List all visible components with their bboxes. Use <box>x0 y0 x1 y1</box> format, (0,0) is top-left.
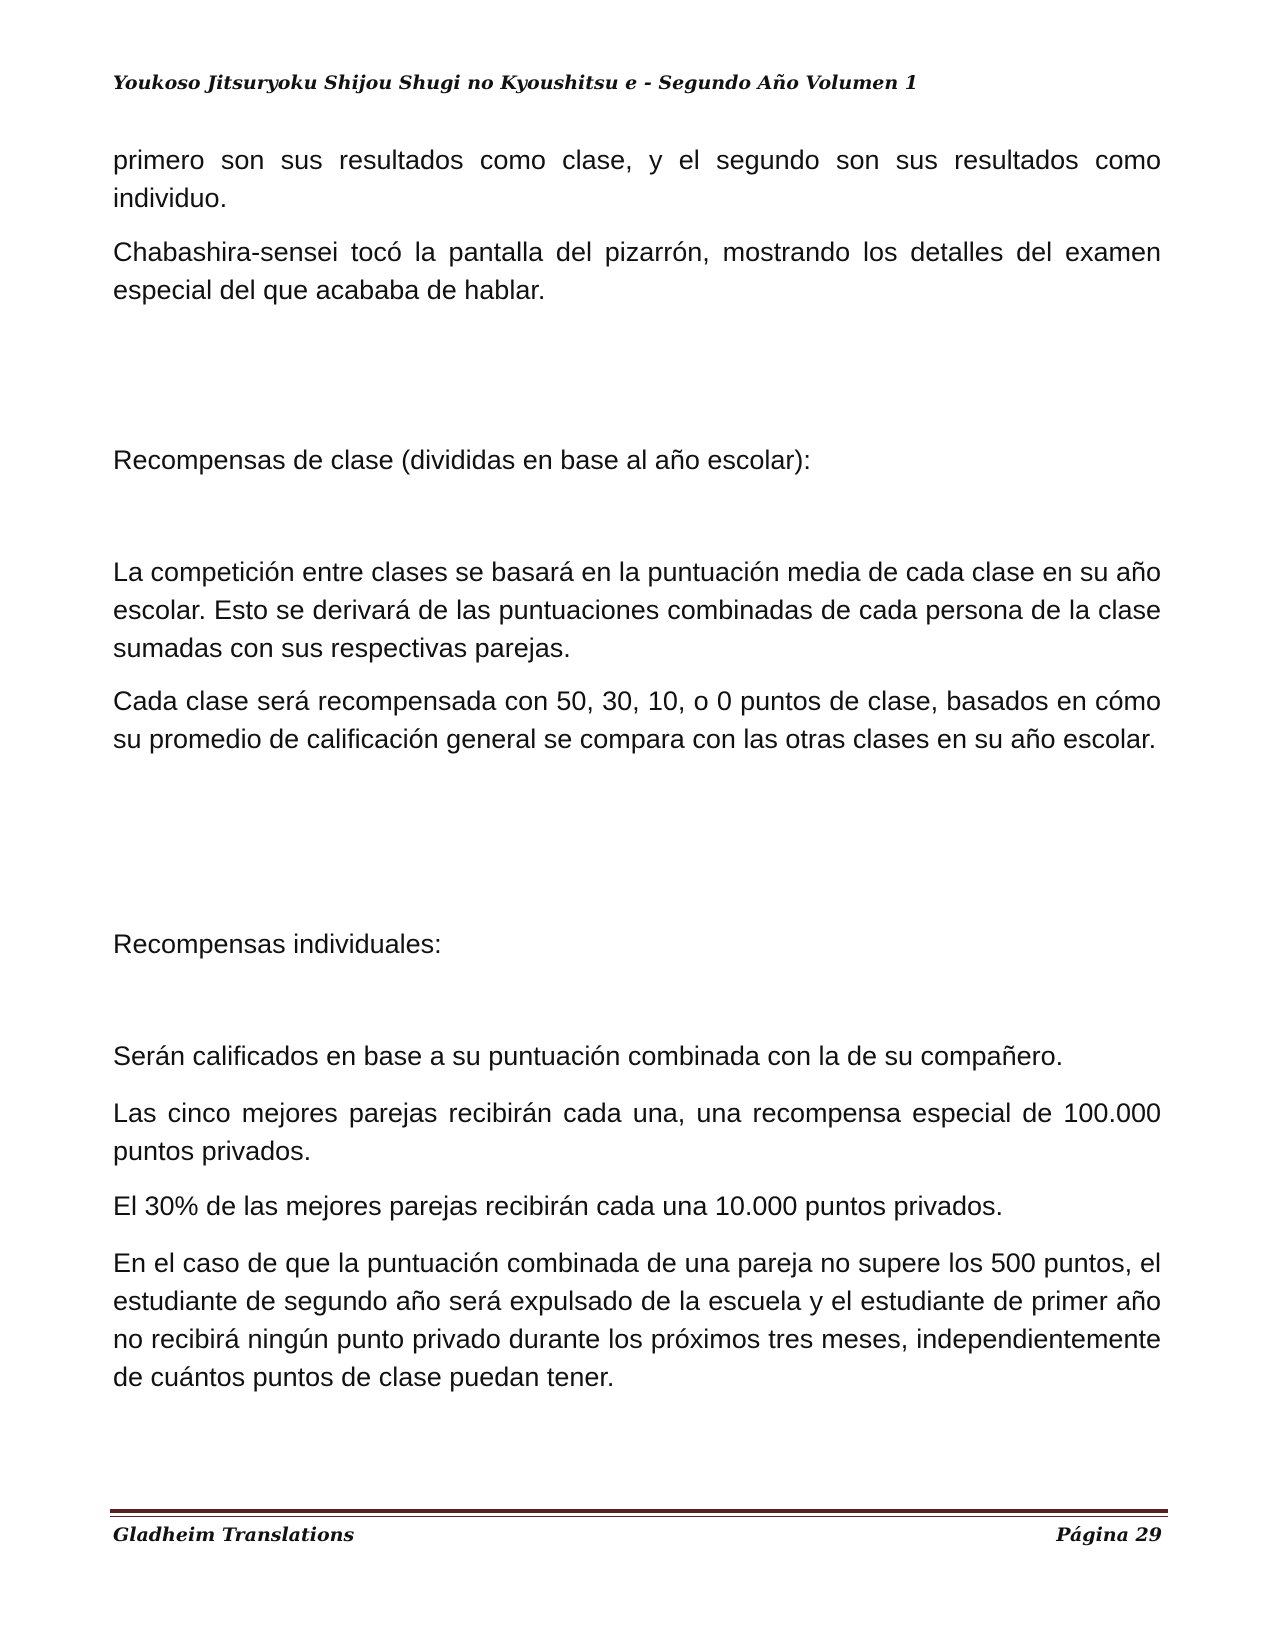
running-header: Youkoso Jitsuryoku Shijou Shugi no Kyoushitsu e - Segundo Año Volumen 1 <box>113 72 919 94</box>
footer-divider-thick <box>110 1509 1168 1513</box>
paragraph-6: Las cinco mejores parejas recibirán cada una, una recompensa especial de 100.000 puntos privados. <box>113 1098 1161 1166</box>
section-heading-class-rewards: Recompensas de clase (divididas en base al año escolar): <box>113 445 811 475</box>
footer-page-number: Página 29 <box>1056 1524 1162 1546</box>
paragraph-2: Chabashira-sensei tocó la pantalla del pizarrón, mostrando los detalles del examen especial del que acababa de hablar. <box>113 237 1161 305</box>
footer-publisher: Gladheim Translations <box>113 1524 355 1546</box>
paragraph-1: primero son sus resultados como clase, y el segundo son sus resultados como individuo. <box>113 145 1161 213</box>
paragraph-7: El 30% de las mejores parejas recibirán cada una 10.000 puntos privados. <box>113 1191 1004 1221</box>
footer-divider-thin <box>110 1516 1168 1517</box>
paragraph-4: Cada clase será recompensada con 50, 30, 10, o 0 puntos de clase, basados en cómo su promedio de calificación general se compara con las otras clases en su año escolar. <box>113 686 1161 754</box>
paragraph-5: Serán calificados en base a su puntuación combinada con la de su compañero. <box>113 1041 1064 1071</box>
paragraph-8: En el caso de que la puntuación combinada de una pareja no supere los 500 puntos, el estudiante de segundo año será expulsado de la escuela y el estudiante de primer año no recibirá ningún punto privado durante los próximos tres meses, independientemente de cuántos puntos de clase puedan tener. <box>113 1248 1161 1392</box>
section-heading-individual-rewards: Recompensas individuales: <box>113 929 442 959</box>
paragraph-3: La competición entre clases se basará en la puntuación media de cada clase en su año escolar. Esto se derivará de las puntuaciones combinadas de cada persona de la clase sumadas con sus respectivas parejas. <box>113 557 1161 663</box>
